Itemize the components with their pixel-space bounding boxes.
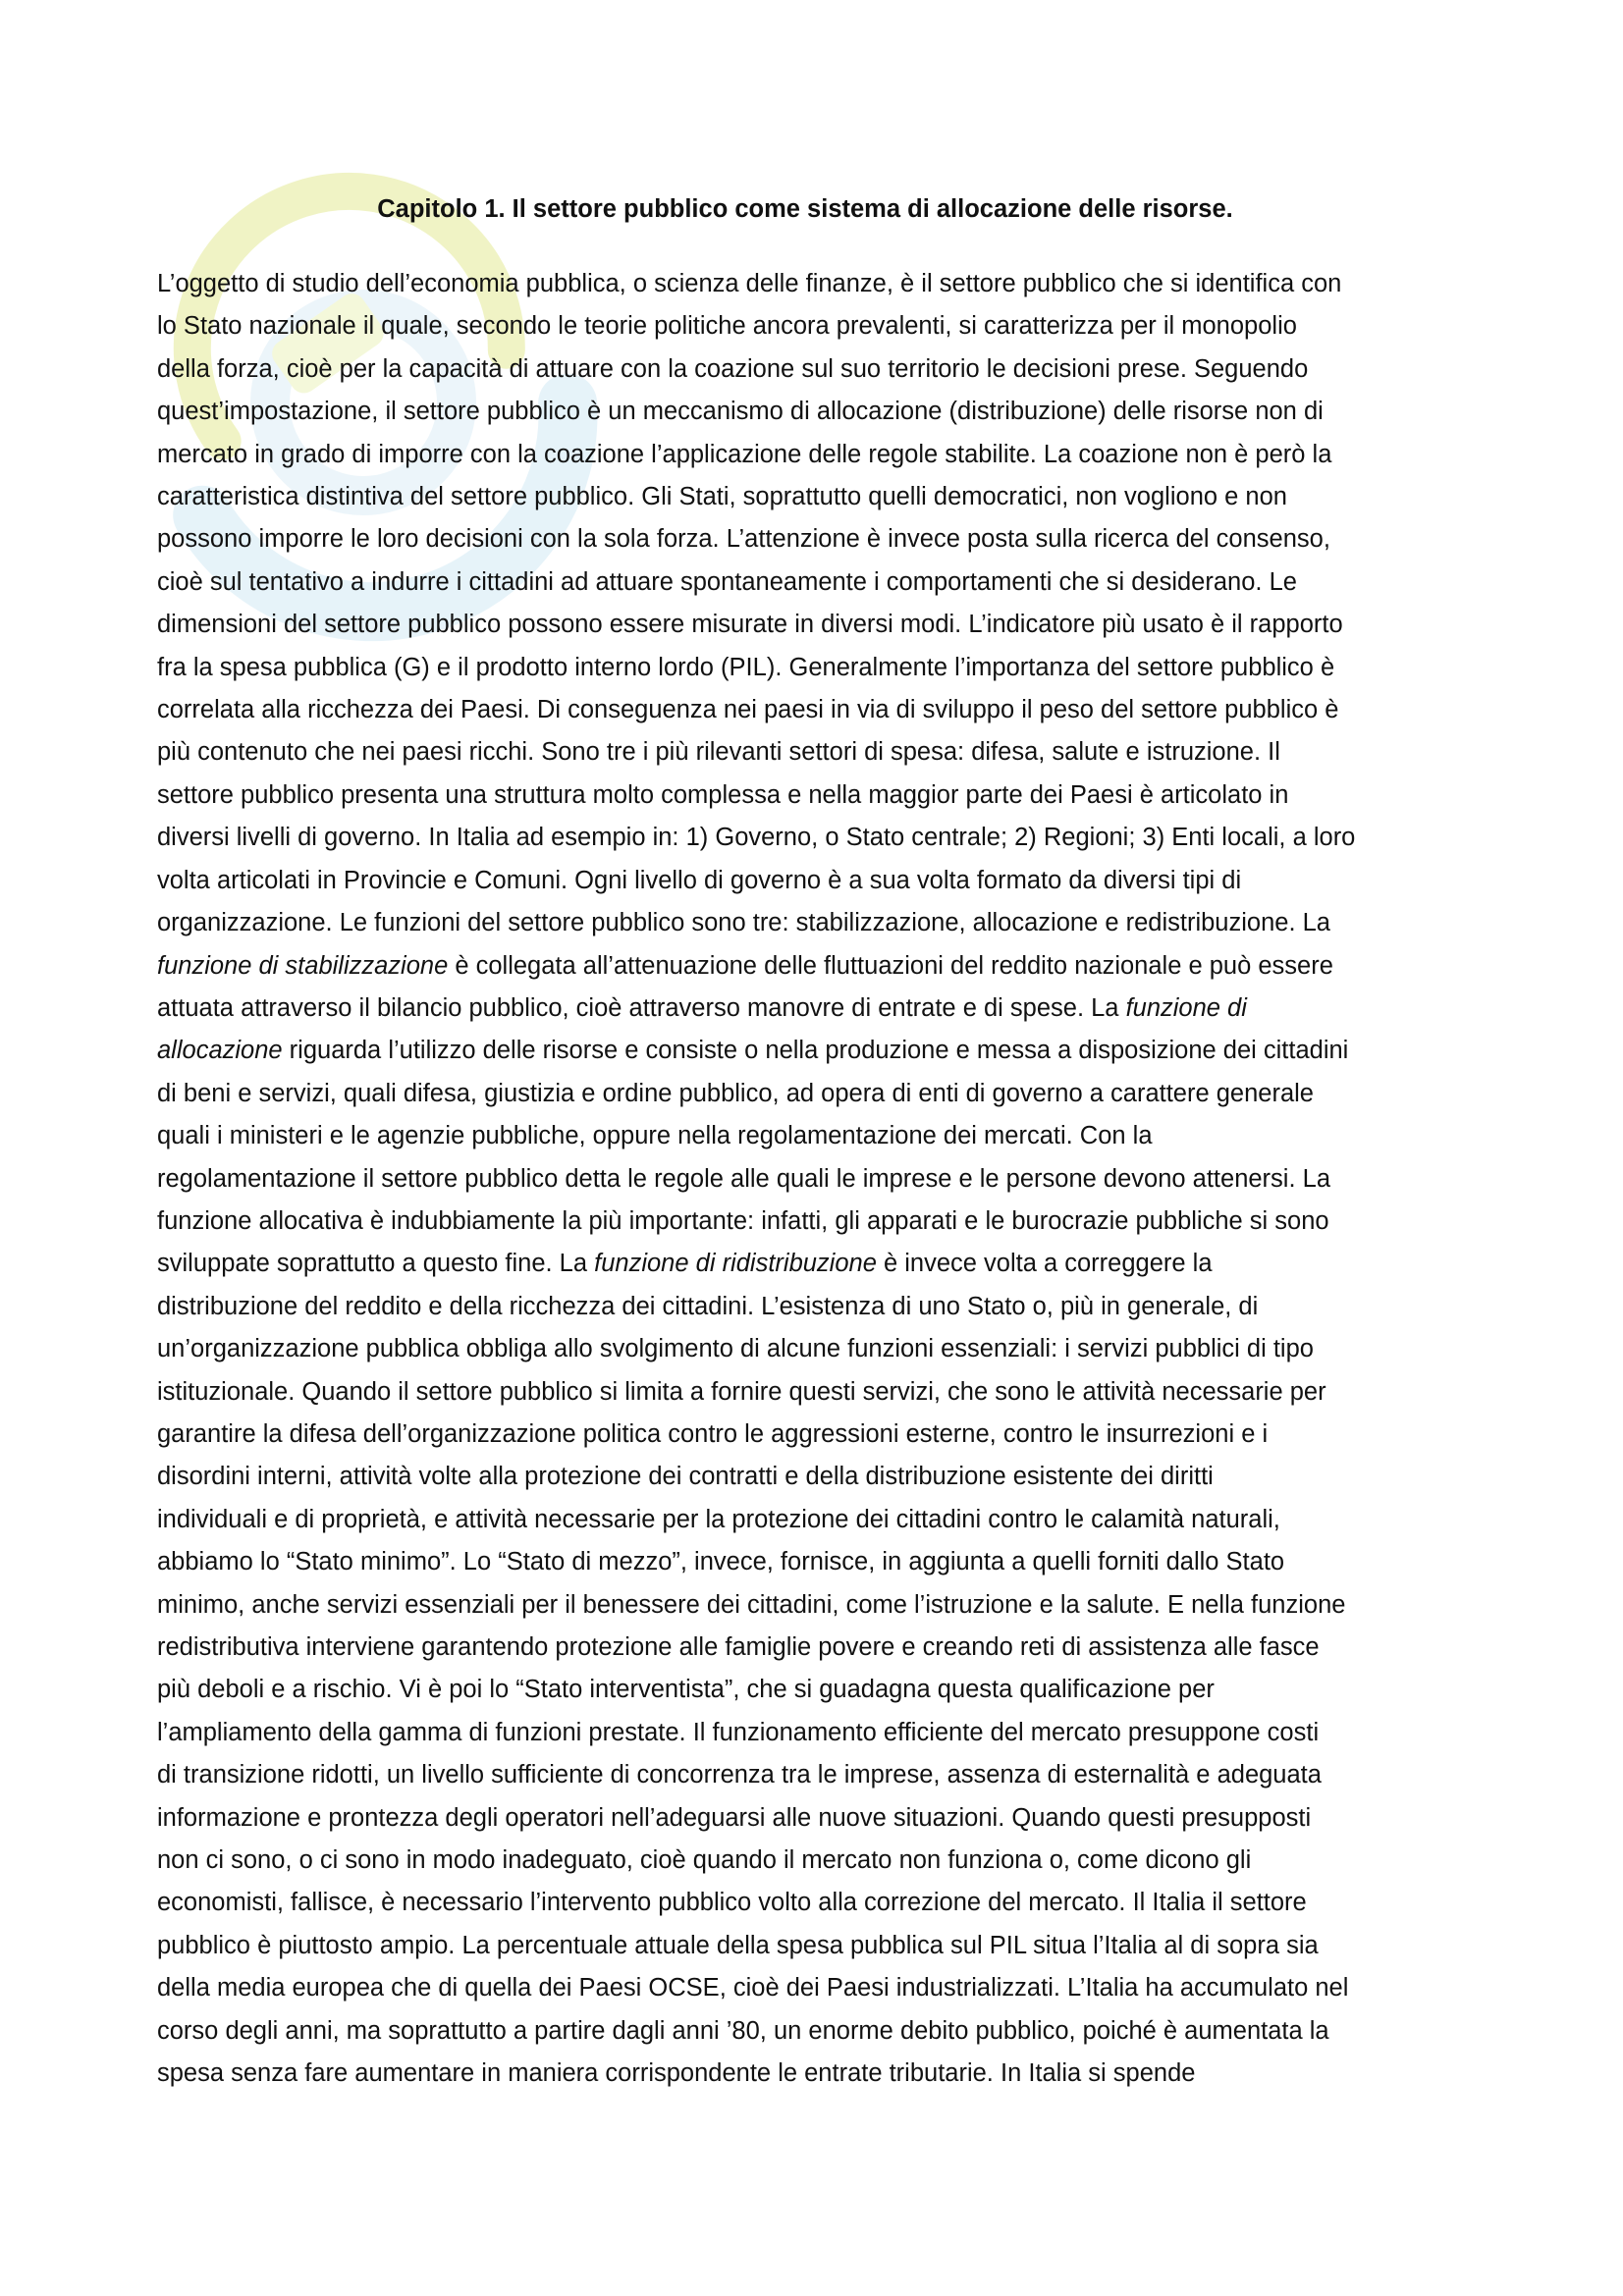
italic-term-allocazione: funzione di allocazione — [157, 993, 1247, 1065]
body-paragraph — [157, 263, 1473, 2095]
italic-term-stabilizzazione: funzione di stabilizzazione — [157, 951, 449, 980]
body-text-segment: L’oggetto di studio dell’economia pubblica, o scienza delle finanze, è il settore pubblico che si identifica con lo Stato nazionale il quale, secondo le teorie politiche ancora prevalenti, si caratterizza per il monopolio della forza, cioè per la capacità di attuare con la coazione sul suo territorio le decisioni prese. Seguendo quest’impostazione, il settore pubblico è un meccanismo di allocazione (distribuzione) delle risorse non di mercato in grado di imporre con la coazione l’applicazione delle regole stabilite. La coazione non è però la caratteristica distintiva del settore pubblico. Gli Stati, soprattutto quelli democratici, non vogliono e non possono imporre le loro decisioni con la sola forza. L’attenzione è invece posta sulla ricerca del consenso, cioè sul tentativo a indurre i cittadini ad attuare spontaneamente i comportamenti che si desiderano. Le dimensioni del settore pubblico possono essere misurate in diversi modi. L’indicatore più usato è il rapporto fra la spesa pubblica (G) e il prodotto interno lordo (PIL). Generalmente l’importanza del settore pubblico è correlata alla ricchezza dei Paesi. Di conseguenza nei paesi in via di sviluppo il peso del settore pubblico è più contenuto che nei paesi ricchi. Sono tre i più rilevanti settori di spesa: difesa, salute e istruzione. Il settore pubblico presenta una struttura molto complessa e nella maggior parte dei Paesi è articolato in diversi livelli di governo. In Italia ad esempio in: 1) Governo, o Stato centrale; 2) Regioni; 3) Enti locali, a loro volta articolati in Provincie e Comuni. Ogni livello di governo è a sua volta formato da diversi tipi di organizzazione. Le funzioni del settore pubblico sono tre: stabilizzazione, allocazione e redistribuzione. La — [157, 270, 1356, 937]
chapter-title: Capitolo 1. Il settore pubblico come sistema di allocazione delle risorse. — [377, 195, 1233, 223]
italic-term-ridistribuzione: funzione di ridistribuzione — [594, 1250, 877, 1278]
body-text-segment: è invece volta a correggere la distribuzione del reddito e della ricchezza dei cittadini. L’esistenza di uno Stato o, più in generale, di un’organizzazione pubblica obbliga allo svolgimento di alcune funzioni essenziali: i servizi pubblici di tipo istituzionale. Quando il settore pubblico si limita a fornire questi servizi, che sono le attività necessarie per garantire la difesa dell’organizzazione politica contro le aggressioni esterne, contro le insurrezioni e i disordini interni, attività volte alla protezione dei contratti e della distribuzione esistente dei diritti individuali e di proprietà, e attività necessarie per la protezione dei cittadini contro le calamità naturali, abbiamo lo “Stato minimo”. Lo “Stato di mezzo”, invece, fornisce, in aggiunta a quelli forniti dallo Stato minimo, anche servizi essenziali per il benessere dei cittadini, come l’istruzione e la salute. E nella funzione redistributiva interviene garantendo protezione alle famiglie povere e creando reti di assistenza alle fasce più deboli e a rischio. Vi è poi lo “Stato interventista”, che si guadagna questa qualificazione per l’ampliamento della gamma di funzioni prestate. Il funzionamento efficiente del mercato presuppone costi di transizione ridotti, un livello sufficiente di concorrenza tra le imprese, assenza di esternalità e adeguata informazione e prontezza degli operatori nell’adeguarsi alle nuove situazioni. Quando questi presupposti non ci sono, o ci sono in modo inadeguato, cioè quando il mercato non funziona o, come dicono gli economisti, fallisce, è necessario l’intervento pubblico volto alla correzione del mercato. Il Italia il settore pubblico è piuttosto ampio. La percentuale attuale della spesa pubblica sul PIL situa l’Italia al di sopra sia della media europea che di quella dei Paesi OCSE, cioè dei Paesi industrializzati. L’Italia ha accumulato nel corso degli anni, ma soprattutto a partire dagli anni ’80, un enorme debito pubblico, poiché è aumentata la spesa senza fare aumentare in maniera corrispondente le entrate tributarie. In Italia si spende — [157, 1250, 1349, 2088]
body-text-segment: è collegata all’attenuazione delle fluttuazioni del reddito nazionale e può essere attuata attraverso il bilancio pubblico, cioè attraverso manovre di entrate e di spese. La — [157, 951, 1333, 1022]
body-text-segment: riguarda l’utilizzo delle risorse e consiste o nella produzione e messa a disposizione dei cittadini di beni e servizi, quali difesa, giustizia e ordine pubblico, ad opera di enti di governo a carattere generale quali i ministeri e le agenzie pubbliche, oppure nella regolamentazione dei mercati. Con la regolamentazione il settore pubblico detta le regole alle quali le imprese e le persone devono attenersi. La funzione allocativa è indubbiamente la più importante: infatti, gli apparati e le burocrazie pubbliche si sono sviluppate soprattutto a questo fine. La — [157, 1037, 1349, 1278]
